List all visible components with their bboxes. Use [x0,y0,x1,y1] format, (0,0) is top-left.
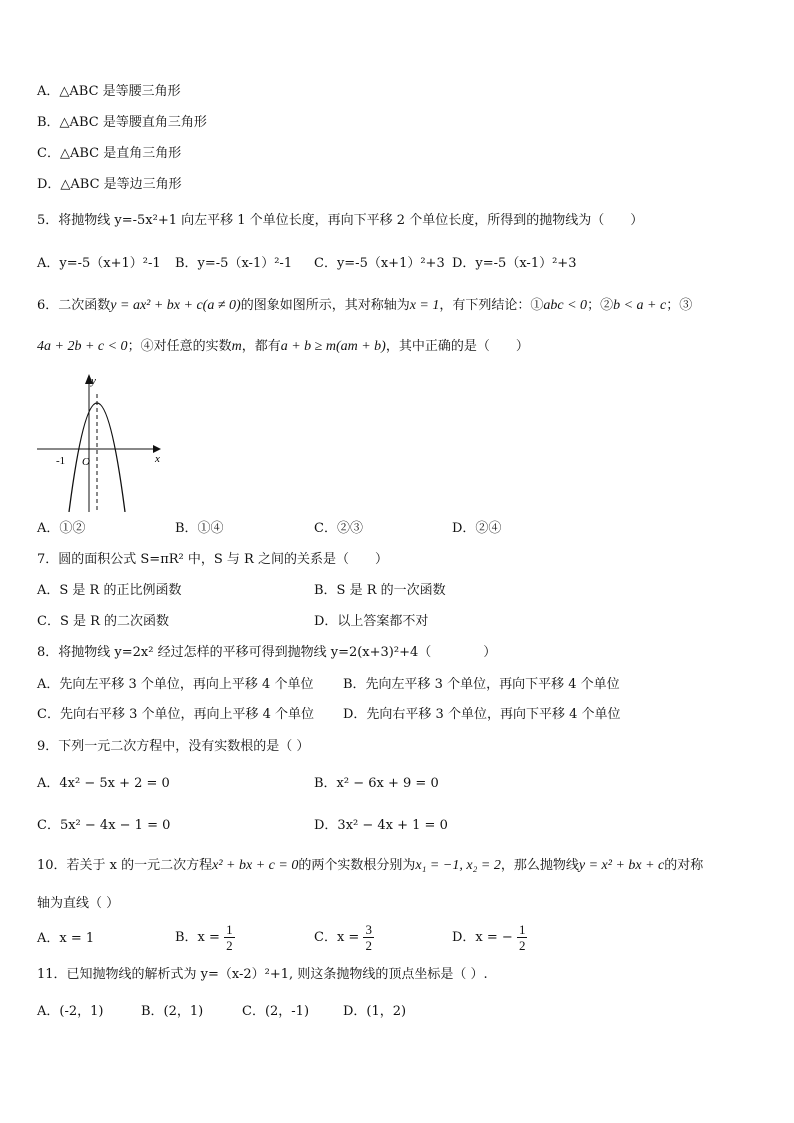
q10-formula: x² + bx + c = 0 [212,858,299,873]
option-a: A．△ABC 是等腰三角形 [37,84,181,99]
q6-option-a: A．①② [37,521,86,536]
q10-option-a: A．x = 1 [37,931,95,946]
question-9-stem: 9．下列一元二次方程中，没有实数根的是（ ） [37,739,310,754]
question-5-stem: 5．将抛物线 y=-5x²+1 向左平移 1 个单位长度，再向下平移 2 个单位长度，所得到的抛物线为（ ） [37,213,644,228]
question-10-stem-line2: 轴为直线（ ） [37,896,120,911]
question-8-stem: 8．将抛物线 y=2x² 经过怎样的平移可得到抛物线 y=2(x+3)²+4（ ） [37,645,497,660]
q11-option-a: A．(-2，1) [37,1004,104,1019]
numerator: 1 [226,922,233,937]
q6-option-d: D．②④ [452,521,502,536]
q10-option-b [175,922,235,953]
fraction [224,922,235,953]
q6-text: ，其中正确的是（ ） [385,339,529,354]
q9-option-d: D．3x² − 4x + 1 = 0 [314,818,448,833]
question-6-stem [37,297,692,315]
parabola-graph [37,372,167,512]
q5-option-c: C．y=-5（x+1）²+3 [314,256,445,271]
q10-formula: x₁ = −1, x₂ = 2 [415,858,501,873]
q10-option-c-label: C．x = [314,930,360,945]
q6-formula: 4a + 2b + c < 0 [37,339,128,354]
q7-option-d: D．以上答案都不对 [314,614,429,629]
numerator: 3 [365,922,372,937]
q11-option-b: B．(2，1) [141,1004,204,1019]
q10-text: 的两个实数根分别为 [298,858,416,873]
q7-option-a: A．S 是 R 的正比例函数 [37,583,182,598]
q8-option-d: D．先向右平移 3 个单位，再向下平移 4 个单位 [343,707,621,722]
q9-option-b: B．x² − 6x + 9 = 0 [314,776,439,791]
q6-text: ，都有 [241,339,281,354]
q6-text: ；③ [666,298,693,313]
q7-option-c: C．S 是 R 的二次函数 [37,614,170,629]
question-7-stem: 7．圆的面积公式 S=πR² 中，S 与 R 之间的关系是（ ） [37,552,388,567]
q10-option-d-label: D．x = − [452,930,513,945]
x-label: x [155,453,160,465]
q6-text: ，有下列结论：① [439,298,544,313]
q6-option-c: C．②③ [314,521,363,536]
q6-formula: m [231,339,242,354]
q10-option-b-label: B．x = [175,930,220,945]
q11-option-d: D．(1，2) [343,1004,407,1019]
q6-formula: b < a + c [613,298,667,313]
q5-option-b: B．y=-5（x-1）²-1 [175,256,293,271]
q10-option-c [314,922,374,953]
q10-text: 10．若关于 x 的一元二次方程 [37,858,213,873]
q6-text: ；② [587,298,614,313]
q10-text: ，那么抛物线 [500,858,579,873]
denominator: 2 [365,938,372,953]
q6-formula: x = 1 [409,298,440,313]
q6-option-b: B．①④ [175,521,224,536]
q5-option-d: D．y=-5（x-1）²+3 [452,256,577,271]
fraction [363,922,374,953]
x-axis-arrow [153,445,161,453]
option-c: C．△ABC 是直角三角形 [37,146,182,161]
numerator: 1 [518,922,526,937]
q6-formula: a + b ≥ m(am + b) [280,339,386,354]
q10-option-d [452,922,527,953]
q9-option-a: A．4x² − 5x + 2 = 0 [37,776,170,791]
question-10-stem [37,857,703,875]
origin-label: O [82,456,90,468]
denominator: 2 [518,938,526,953]
q6-text: 的图象如图所示，其对称轴为 [240,298,410,313]
q8-option-a: A．先向左平移 3 个单位，再向上平移 4 个单位 [37,677,314,692]
q10-formula: y = x² + bx + c [578,858,665,873]
q7-option-b: B．S 是 R 的一次函数 [314,583,446,598]
option-b: B．△ABC 是等腰直角三角形 [37,115,207,130]
denominator: 2 [226,938,233,953]
question-11-stem: 11．已知抛物线的解析式为 y=（x-2）²+1, 则这条抛物线的顶点坐标是（ ）. [37,967,488,982]
q6-formula: y = ax² + bx + c(a ≠ 0) [110,298,241,313]
q6-text: 6．二次函数 [37,298,111,313]
q11-option-c: C．(2，-1) [242,1004,310,1019]
q6-text: ；④对任意的实数 [127,339,232,354]
fraction [517,922,528,953]
q6-formula: abc < 0 [543,298,588,313]
neg-one-label: -1 [56,455,66,467]
q8-option-b: B．先向左平移 3 个单位，再向下平移 4 个单位 [343,677,620,692]
question-6-stem-line2 [37,338,529,356]
q10-text: 的对称 [664,858,704,873]
option-d: D．△ABC 是等边三角形 [37,177,182,192]
y-label: y [91,375,96,387]
q5-option-a: A．y=-5（x+1）²-1 [37,256,161,271]
q9-option-c: C．5x² − 4x − 1 = 0 [37,818,171,833]
q8-option-c: C．先向右平移 3 个单位，再向上平移 4 个单位 [37,707,315,722]
